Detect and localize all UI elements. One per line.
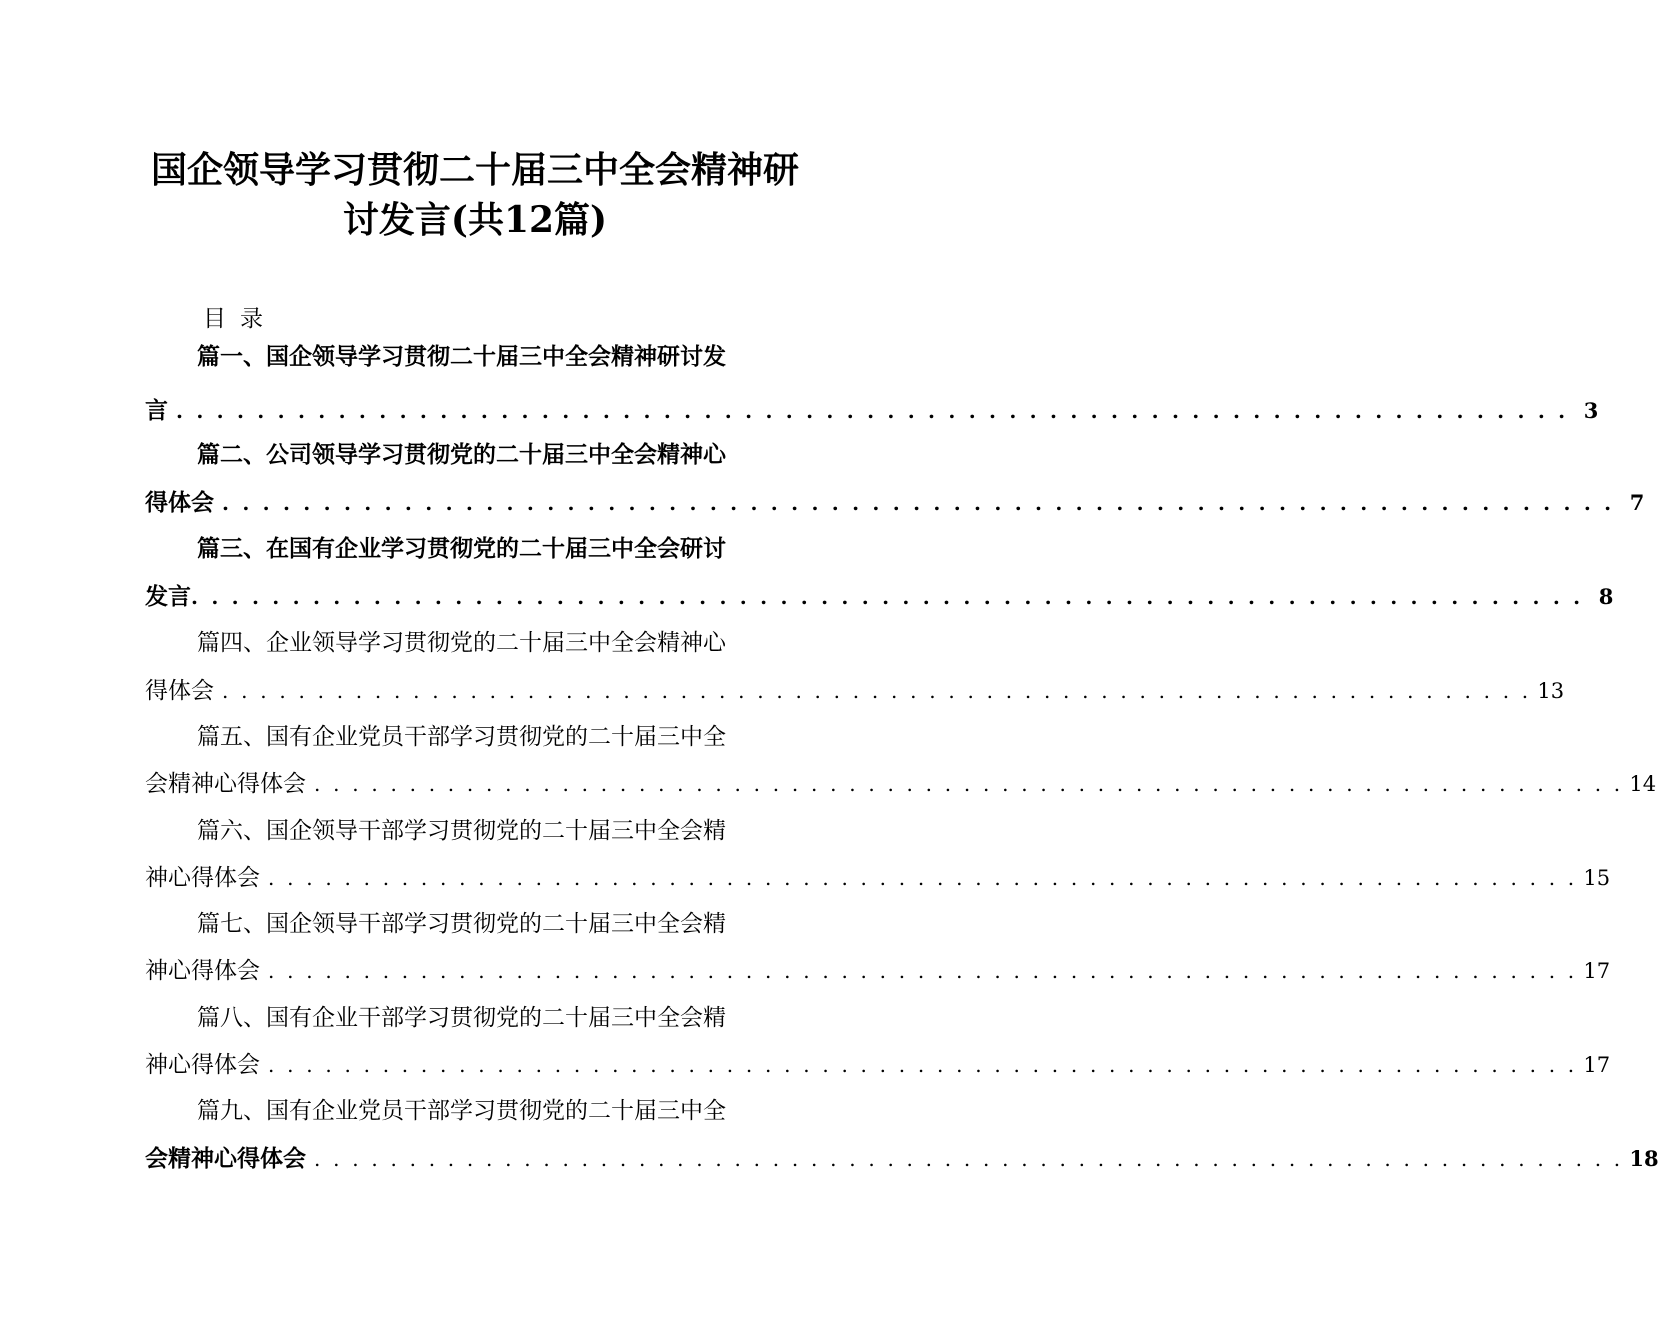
dot-leader: . . . . . . . . . . . . . . . . . . . . . . . . . . . . . . . . . . . . . . . . . . . . . . . . . . . . . . . . . . . . . . . . . . . . . <box>222 491 1615 515</box>
toc-entry-6-line-2[interactable] <box>145 863 1611 893</box>
toc-entry-6-page-number: 15 <box>1583 866 1611 890</box>
toc-entry-1-line-2[interactable] <box>145 396 1599 426</box>
toc-entry-1-title-end: 言 <box>145 397 168 424</box>
toc-entry-3-page-number: 8 <box>1598 584 1614 609</box>
toc-entry-7-line-1[interactable]: 篇七、国企领导干部学习贯彻党的二十届三中全会精 <box>197 911 726 937</box>
toc-entry-8-title-end: 神心得体会 <box>145 1052 260 1078</box>
document-title-line-1: 国企领导学习贯彻二十届三中全会精神研 <box>150 149 799 191</box>
toc-entry-4-line-1[interactable]: 篇四、企业领导学习贯彻党的二十届三中全会精神心 <box>197 630 726 656</box>
dot-leader: . . . . . . . . . . . . . . . . . . . . . . . . . . . . . . . . . . . . . . . . . . . . . . . . . . . . . . . . . . . . . . . . . . . . . <box>191 585 1584 609</box>
dot-leader: . . . . . . . . . . . . . . . . . . . . . . . . . . . . . . . . . . . . . . . . . . . . . . . . . . . . . . . . . . . . . . . . . . . . . <box>268 1053 1578 1077</box>
toc-entry-6-line-1[interactable]: 篇六、国企领导干部学习贯彻党的二十届三中全会精 <box>197 818 726 844</box>
toc-entry-5-line-1[interactable]: 篇五、国有企业党员干部学习贯彻党的二十届三中全 <box>197 724 726 750</box>
toc-entry-3-line-2[interactable] <box>145 582 1614 612</box>
toc-entry-7-line-2[interactable] <box>145 956 1611 986</box>
toc-entry-1-page-number: 3 <box>1583 398 1599 423</box>
toc-entry-1-line-1[interactable]: 篇一、国企领导学习贯彻二十届三中全会精神研讨发 <box>197 343 726 370</box>
toc-entry-5-page-number: 14 <box>1629 772 1657 796</box>
toc-entry-9-page-number: 18 <box>1629 1146 1659 1171</box>
toc-entry-5-line-2[interactable] <box>145 769 1657 799</box>
toc-entry-2-title-end: 得体会 <box>145 489 214 516</box>
toc-entry-8-line-1[interactable]: 篇八、国有企业干部学习贯彻党的二十届三中全会精 <box>197 1005 726 1031</box>
document-title-line-2: 讨发言(共12篇) <box>342 199 608 241</box>
dot-leader: . . . . . . . . . . . . . . . . . . . . . . . . . . . . . . . . . . . . . . . . . . . . . . . . . . . . . . . . . . . . . . . . . . . . . <box>314 1147 1624 1171</box>
toc-entry-8-page-number: 17 <box>1583 1053 1611 1077</box>
toc-entry-9-line-2[interactable] <box>145 1144 1659 1174</box>
toc-entry-4-title-end: 得体会 <box>145 678 214 704</box>
toc-entry-7-page-number: 17 <box>1583 959 1611 983</box>
toc-entry-2-line-2[interactable] <box>145 488 1645 518</box>
toc-entry-3-title-end: 发言 <box>145 583 191 610</box>
toc-entry-2-page-number: 7 <box>1629 490 1645 515</box>
dot-leader: . . . . . . . . . . . . . . . . . . . . . . . . . . . . . . . . . . . . . . . . . . . . . . . . . . . . . . . . . . . . . . . . . . . . . <box>268 959 1578 983</box>
toc-entry-9-title-end: 会精神心得体会 <box>145 1145 306 1172</box>
toc-entry-5-title-end: 会精神心得体会 <box>145 771 306 797</box>
dot-leader: . . . . . . . . . . . . . . . . . . . . . . . . . . . . . . . . . . . . . . . . . . . . . . . . . . . . . . . . . . . . . . . . . . . . . <box>268 866 1578 890</box>
toc-entry-9-line-1[interactable]: 篇九、国有企业党员干部学习贯彻党的二十届三中全 <box>197 1098 726 1124</box>
toc-entry-4-line-2[interactable] <box>145 676 1565 706</box>
toc-entry-6-title-end: 神心得体会 <box>145 865 260 891</box>
toc-entry-7-title-end: 神心得体会 <box>145 958 260 984</box>
toc-heading: 目录 <box>203 306 277 332</box>
dot-leader: . . . . . . . . . . . . . . . . . . . . . . . . . . . . . . . . . . . . . . . . . . . . . . . . . . . . . . . . . . . . . . . . . . . . . <box>222 679 1532 703</box>
toc-entry-8-line-2[interactable] <box>145 1050 1611 1080</box>
dot-leader: . . . . . . . . . . . . . . . . . . . . . . . . . . . . . . . . . . . . . . . . . . . . . . . . . . . . . . . . . . . . . . . . . . . . . <box>176 399 1569 423</box>
toc-entry-3-line-1[interactable]: 篇三、在国有企业学习贯彻党的二十届三中全会研讨 <box>197 535 726 562</box>
dot-leader: . . . . . . . . . . . . . . . . . . . . . . . . . . . . . . . . . . . . . . . . . . . . . . . . . . . . . . . . . . . . . . . . . . . . . <box>314 772 1624 796</box>
toc-entry-2-line-1[interactable]: 篇二、公司领导学习贯彻党的二十届三中全会精神心 <box>197 441 726 468</box>
toc-entry-4-page-number: 13 <box>1537 679 1565 703</box>
